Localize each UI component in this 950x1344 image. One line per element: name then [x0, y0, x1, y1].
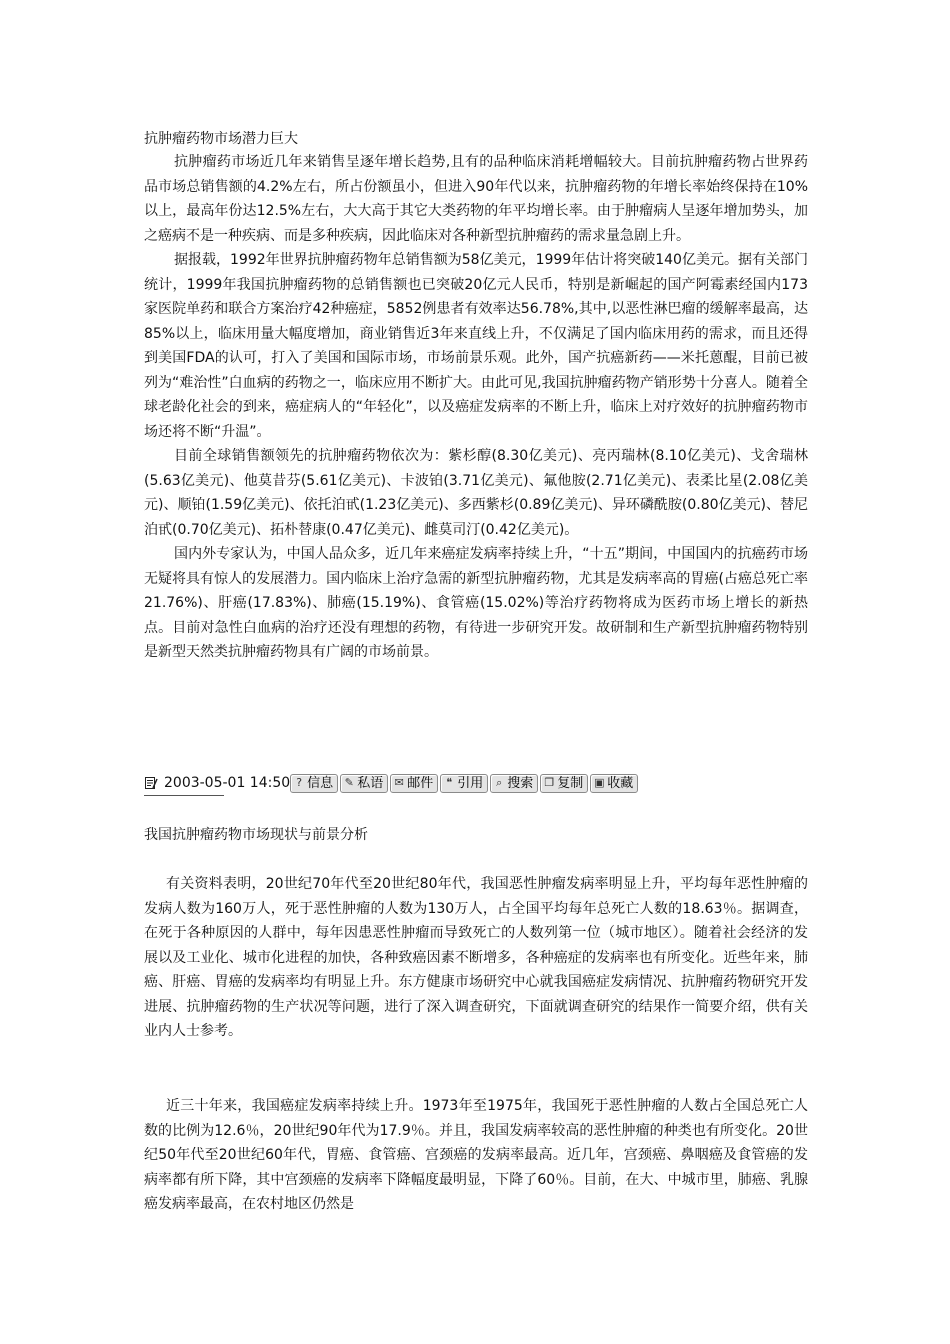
article-body	[144, 1094, 808, 1217]
article-body	[144, 150, 808, 665]
favorite-button[interactable]	[590, 774, 638, 793]
question-icon: ?	[296, 776, 303, 789]
search-button-label: 搜索	[507, 775, 534, 791]
note-icon	[144, 775, 158, 791]
info-button[interactable]	[290, 774, 338, 793]
paragraph: 国内外专家认为，中国人品众多，近几年来癌症发病率持续上升，“十五”期间，中国国内的抗癌药市场无疑将具有惊人的发展潜力。国内临床上治疗急需的新型抗肿瘤药物，尤其是发病率高的胃癌(占癌总死亡率21.76%)、肝癌(17.83%)、肺癌(15.19%)、食管癌(15.02%)等治疗药物将成为医药市场上增长的新热点。目前对急性白血病的治疗还没有理想的药物，有待进一步研究开发。故研制和生产新型抗肿瘤药物特别是新型天然类抗肿瘤药物具有广阔的市场前景。	[144, 546, 808, 660]
quote-button[interactable]	[440, 774, 488, 793]
post-timestamp: 2003-05-01 14:50	[164, 775, 291, 791]
paragraph: 抗肿瘤药市场近几年来销售呈逐年增长趋势,且有的品种临床消耗增幅较大。目前抗肿瘤药物占世界药品市场总销售额的4.2%左右，所占份额虽小，但进入90年代以来，抗肿瘤药物的年增长率始终保持在10%以上，最高年份达12.5%左右，大大高于其它大类药物的年平均增长率。由于肿瘤病人呈逐年增加势头，加之癌病不是一种疾病、而是多种疾病，因此临床对各种新型抗肿瘤药的需求量急剧上升。	[144, 154, 808, 244]
private-message-button-label: 私语	[357, 775, 384, 791]
paragraph: 近三十年来，我国癌症发病率持续上升。1973年至1975年，我国死于恶性肿瘤的人数占全国总死亡人数的比例为12.6％，20世纪90年代为17.9％。并且，我国发病率较高的恶性肿瘤的种类也有所变化。20世纪50年代至20世纪60年代，胃癌、食管癌、宫颈癌的发病率最高。近几年，宫颈癌、鼻咽癌及食管癌的发病率都有所下降，其中宫颈癌的发病率下降幅度最明显，下降了60％。目前，在大、中城市里，肺癌、乳腺癌发病率最高，在农村地区仍然是	[144, 1098, 808, 1212]
post-meta-bar	[144, 771, 640, 795]
mail-icon: ✉	[394, 776, 404, 789]
copy-icon: ❐	[544, 776, 555, 789]
article-title: 抗肿瘤药物市场潜力巨大	[144, 131, 298, 147]
email-button-label: 邮件	[407, 775, 434, 791]
article-body	[144, 872, 808, 1044]
search-icon: ⌕	[496, 776, 503, 789]
divider	[144, 795, 224, 796]
private-message-button[interactable]	[340, 774, 388, 793]
quote-button-label: 引用	[457, 775, 484, 791]
paragraph: 有关资料表明，20世纪70年代至20世纪80年代，我国恶性肿瘤发病率明显上升，平均每年恶性肿瘤的发病人数为160万人，死于恶性肿瘤的人数为130万人，占全国平均每年总死亡人数的18.63％。据调查，在死于各种原因的人群中，每年因患恶性肿瘤而导致死亡的人数列第一位（城市地区）。随着社会经济的发展以及工业化、城市化进程的加快，各种致癌因素不断增多，各种癌症的发病率也有所变化。近些年来，肺癌、肝癌、胃癌的发病率均有明显上升。东方健康市场研究中心就我国癌症发病情况、抗肿瘤药物研究开发进展、抗肿瘤药物的生产状况等问题，进行了深入调查研究，下面就调查研究的结果作一简要介绍，供有关业内人士参考。	[144, 876, 808, 1039]
bookmark-icon: ▣	[594, 776, 605, 789]
info-button-label: 信息	[307, 775, 334, 791]
copy-button[interactable]	[540, 774, 588, 793]
favorite-button-label: 收藏	[607, 775, 634, 791]
paragraph: 目前全球销售额领先的抗肿瘤药物依次为：紫杉醇(8.30亿美元)、亮丙瑞林(8.10亿美元)、戈舍瑞林(5.63亿美元)、他莫昔芬(5.61亿美元)、卡波铂(3.71亿美元)、氟他胺(2.71亿美元)、表柔比星(2.08亿美元)、顺铂(1.59亿美元)、依托泊甙(1.23亿美元)、多西紫杉(0.89亿美元)、异环磷酰胺(0.80亿美元)、替尼泊甙(0.70亿美元)、拓朴替康(0.47亿美元)、雌莫司汀(0.42亿美元)。	[144, 448, 808, 538]
search-button[interactable]	[490, 774, 538, 793]
copy-button-label: 复制	[557, 775, 584, 791]
paragraph: 据报载，1992年世界抗肿瘤药物年总销售额为58亿美元，1999年估计将突破140亿美元。据有关部门统计，1999年我国抗肿瘤药物的总销售额也已突破20亿元人民币，特别是新崛起的国产阿霉素经国内173家医院单药和联合方案治疗42种癌症，5852例患者有效率达56.78%,其中,以恶性淋巴瘤的缓解率最高，达85%以上，临床用量大幅度增加，商业销售近3年来直线上升，不仅满足了国内临床用药的需求，而且还得到美国FDA的认可，打入了美国和国际市场，市场前景乐观。此外，国产抗癌新药——米托蒽醌，目前已被列为“难治性”白血病的药物之一，临床应用不断扩大。由此可见,我国抗肿瘤药物产销形势十分喜人。随着全球老龄化社会的到来，癌症病人的“年轻化”，以及癌症发病率的不断上升，临床上对疗效好的抗肿瘤药物市场还将不断“升温”。	[144, 252, 808, 440]
quote-icon: ❝	[446, 776, 453, 789]
article-title: 我国抗肿瘤药物市场现状与前景分析	[144, 827, 368, 843]
email-button[interactable]	[390, 774, 438, 793]
chat-icon: ✎	[344, 776, 354, 789]
